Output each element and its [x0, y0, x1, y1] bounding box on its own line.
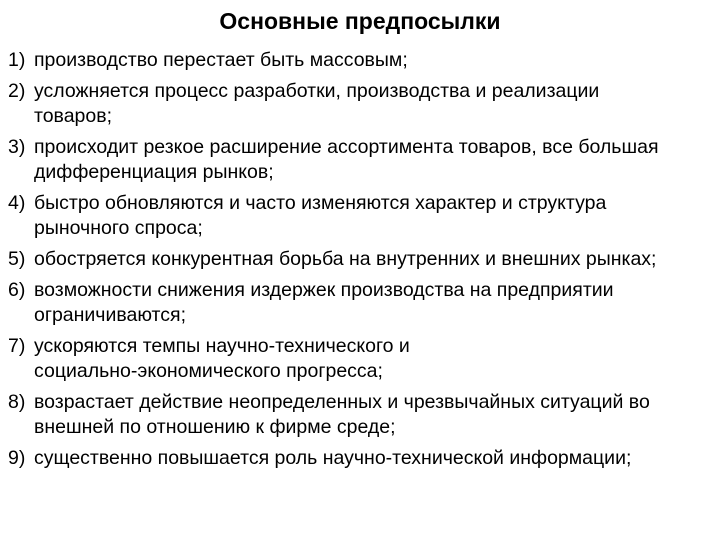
item-text	[34, 48, 714, 73]
item-number: 6)	[8, 279, 26, 301]
item-text-line1: усложняется процесс разработки, производства и реализации	[34, 80, 600, 102]
slide-title: Основные предпосылки	[219, 8, 501, 34]
item-number: 5)	[8, 248, 26, 270]
item-text	[34, 446, 714, 471]
list-item	[8, 79, 714, 129]
item-text-line1: происходит резкое расширение ассортимента товаров, все большая	[34, 136, 659, 158]
item-text-line2: дифференциация рынков;	[34, 161, 274, 183]
item-number: 9)	[8, 447, 26, 469]
item-text-line1: возможности снижения издержек производства на предприятии	[34, 279, 614, 301]
item-number: 3)	[8, 136, 26, 158]
item-number: 7)	[8, 335, 26, 357]
premises-list	[8, 48, 714, 477]
item-number: 8)	[8, 391, 26, 413]
item-text-line2: ограничиваются;	[34, 304, 186, 326]
item-text-line1: быстро обновляются и часто изменяются характер и структура	[34, 192, 607, 214]
list-item	[8, 247, 714, 272]
item-text-line2: социально-экономического прогресса;	[34, 360, 383, 382]
list-item	[8, 446, 714, 471]
list-item	[8, 334, 714, 384]
item-text	[34, 247, 714, 272]
item-text-line2: рыночного спроса;	[34, 217, 203, 239]
list-item	[8, 48, 714, 73]
list-item	[8, 135, 714, 185]
item-text-line2: товаров;	[34, 105, 113, 127]
list-item	[8, 390, 714, 440]
list-item	[8, 191, 714, 241]
item-text-line1: ускоряются темпы научно-технического и	[34, 335, 410, 357]
item-number: 2)	[8, 80, 26, 102]
item-number: 1)	[8, 49, 26, 71]
item-text-line1: обостряется конкурентная борьба на внутренних и внешних рынках;	[34, 248, 657, 270]
item-number: 4)	[8, 192, 26, 214]
item-text-line1: существенно повышается роль научно-технической информации;	[34, 447, 632, 469]
list-item	[8, 278, 714, 328]
item-text-line1: производство перестает быть массовым;	[34, 49, 408, 71]
item-text-line1: возрастает действие неопределенных и чрезвычайных ситуаций во	[34, 391, 650, 413]
item-text-line2: внешней по отношению к фирме среде;	[34, 416, 396, 438]
